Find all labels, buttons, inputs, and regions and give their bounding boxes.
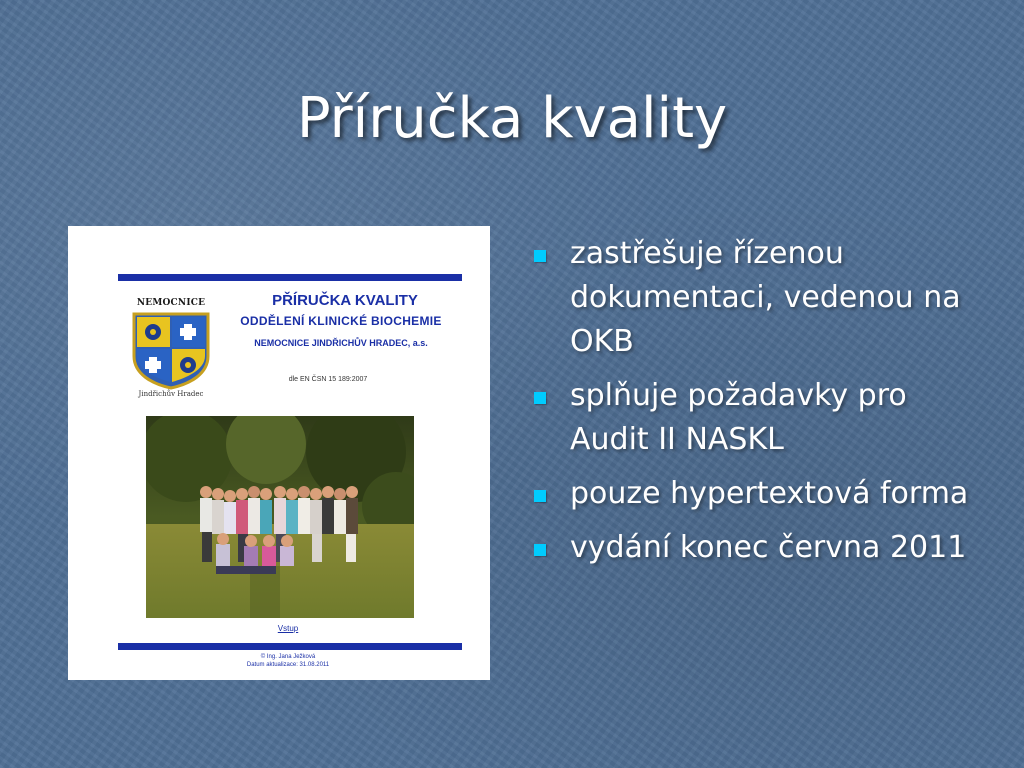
footer-update-date: Datum aktualizace: 31.08.2011 (246, 662, 330, 668)
bullet-text: vydání konec června 2011 (570, 530, 967, 565)
square-bullet-icon (534, 544, 546, 556)
crest-hospital-name: NEMOCNICE (136, 298, 206, 308)
bullet-item (532, 232, 972, 364)
square-bullet-icon (534, 250, 546, 262)
top-blue-bar (118, 274, 462, 281)
hospital-name: NEMOCNICE JINDŘICHŮV HRADEC, a.s. (254, 338, 428, 348)
bottom-blue-bar (118, 643, 462, 650)
square-bullet-icon (534, 392, 546, 404)
manual-heading: PŘÍRUČKA KVALITY (272, 292, 418, 309)
hospital-crest-logo (128, 310, 214, 390)
bullet-text: pouze hypertextová forma (570, 476, 969, 511)
slide-title: Příručka kvality (296, 86, 728, 151)
crest-city-name: Jindřichův Hradec (138, 390, 204, 398)
bullet-text: splňuje požadavky pro Audit II NASKL (570, 378, 907, 457)
bullet-list (532, 232, 972, 580)
bullet-text: zastřešuje řízenou dokumentaci, vedenou na OKB (570, 236, 961, 359)
footer-author: © Ing. Jana Ježková (260, 654, 316, 660)
team-group-photo (146, 416, 414, 618)
square-bullet-icon (534, 490, 546, 502)
bullet-item (532, 472, 972, 516)
quality-manual-screenshot (68, 226, 490, 680)
bullet-item (532, 526, 972, 570)
enter-link[interactable]: Vstup (277, 624, 299, 633)
department-name: ODDĚLENÍ KLINICKÉ BIOCHEMIE (240, 314, 442, 328)
bullet-item (532, 374, 972, 462)
norm-reference: dle EN ČSN 15 189:2007 (288, 376, 368, 383)
